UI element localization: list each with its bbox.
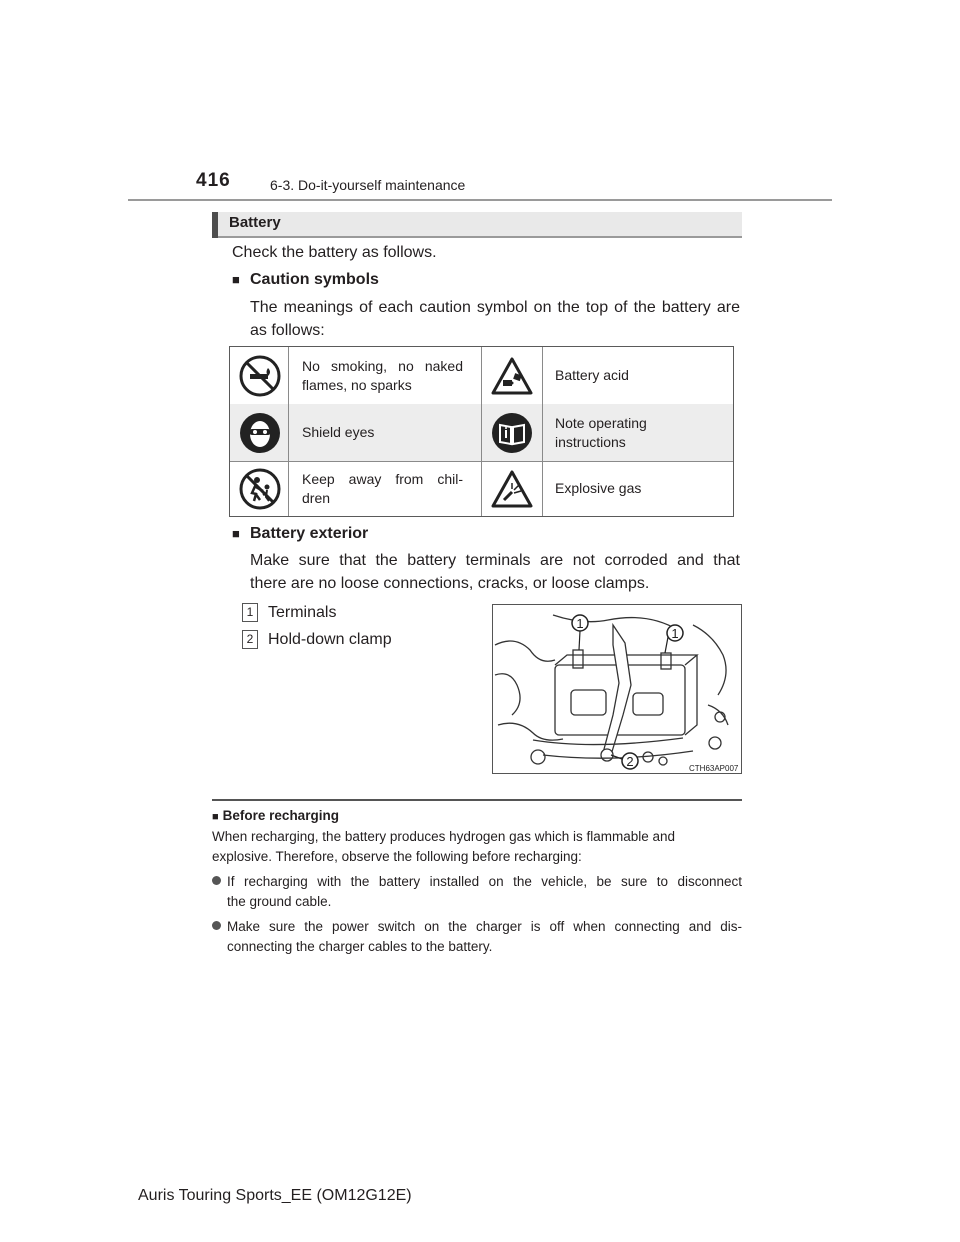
callout-marker [665, 625, 683, 653]
svg-text:1: 1 [671, 626, 679, 641]
symbol-label: Explosive gas [555, 480, 642, 496]
exterior-heading-text: Battery exterior [250, 525, 369, 542]
callout-terminals [242, 599, 336, 626]
section-heading: Battery [229, 214, 281, 231]
illustration-code: CTH63AP007 [689, 764, 739, 773]
notes-item: If recharging with the battery installed on the vehicle, be sure to disconnect the ground cable. [212, 872, 742, 912]
callout-marker [611, 753, 638, 769]
caution-heading-text: Caution symbols [250, 271, 379, 288]
section-heading-bar [212, 212, 742, 238]
bullet-dot-icon [212, 921, 221, 930]
square-bullet-icon: ■ [232, 526, 240, 541]
table-row [230, 347, 733, 405]
bullet-dot-icon [212, 876, 221, 885]
caution-text-2: as follows: [250, 322, 325, 339]
header-rule [128, 199, 832, 201]
no-smoking-icon [230, 347, 290, 404]
shield-eyes-icon [230, 404, 290, 461]
symbol-label: Battery acid [555, 367, 629, 383]
notes-text-1: When recharging, the battery produces hydrogen gas which is flammable and [212, 829, 676, 844]
exterior-text-2: there are no loose connections, cracks, or loose clamps. [250, 575, 650, 592]
notes-text-2: explosive. Therefore, observe the following before recharging: [212, 849, 582, 864]
heading-accent [212, 212, 218, 238]
callout-clamp [242, 626, 392, 653]
symbol-label: Shield eyes [302, 424, 375, 440]
intro-text: Check the battery as follows. [232, 244, 437, 261]
table-row [230, 461, 733, 516]
symbol-label: Keep away from chil- dren [302, 470, 463, 506]
exterior-text-1: Make sure that the battery terminals are not corroded and that [250, 552, 740, 569]
battery-acid-icon [482, 347, 542, 404]
notes-heading-text: Before recharging [222, 808, 339, 823]
square-bullet-icon: ■ [212, 811, 219, 823]
page-number: 416 [196, 170, 231, 191]
square-bullet-icon: ■ [232, 272, 240, 287]
exterior-heading [232, 525, 368, 543]
callout-marker [572, 615, 588, 650]
svg-text:1: 1 [576, 616, 584, 631]
operating-instructions-icon [482, 404, 542, 461]
svg-text:2: 2 [626, 754, 634, 769]
footer-text: Auris Touring Sports_EE (OM12G12E) [138, 1187, 412, 1204]
explosive-gas-icon [482, 461, 542, 516]
battery-illustration [492, 604, 742, 774]
symbol-label: Note operating instructions [555, 414, 647, 450]
callout-label: Hold-down clamp [268, 631, 392, 648]
callout-label: Terminals [268, 604, 337, 621]
notes-heading [212, 808, 339, 823]
table-row [230, 404, 733, 462]
notes-item: Make sure the power switch on the charger is off when connecting and dis- connecting the charger cables to the battery. [212, 917, 742, 957]
symbol-label: No smoking, no naked flames, no sparks [302, 357, 463, 393]
caution-heading [232, 271, 379, 289]
caution-text-1: The meanings of each caution symbol on the top of the battery are [250, 299, 740, 316]
callout-number: 1 [242, 603, 258, 622]
keep-away-children-icon [230, 461, 290, 516]
notes-rule [212, 799, 742, 801]
caution-symbols-table [229, 346, 734, 517]
section-title: 6-3. Do-it-yourself maintenance [270, 177, 466, 193]
callout-number: 2 [242, 630, 258, 649]
